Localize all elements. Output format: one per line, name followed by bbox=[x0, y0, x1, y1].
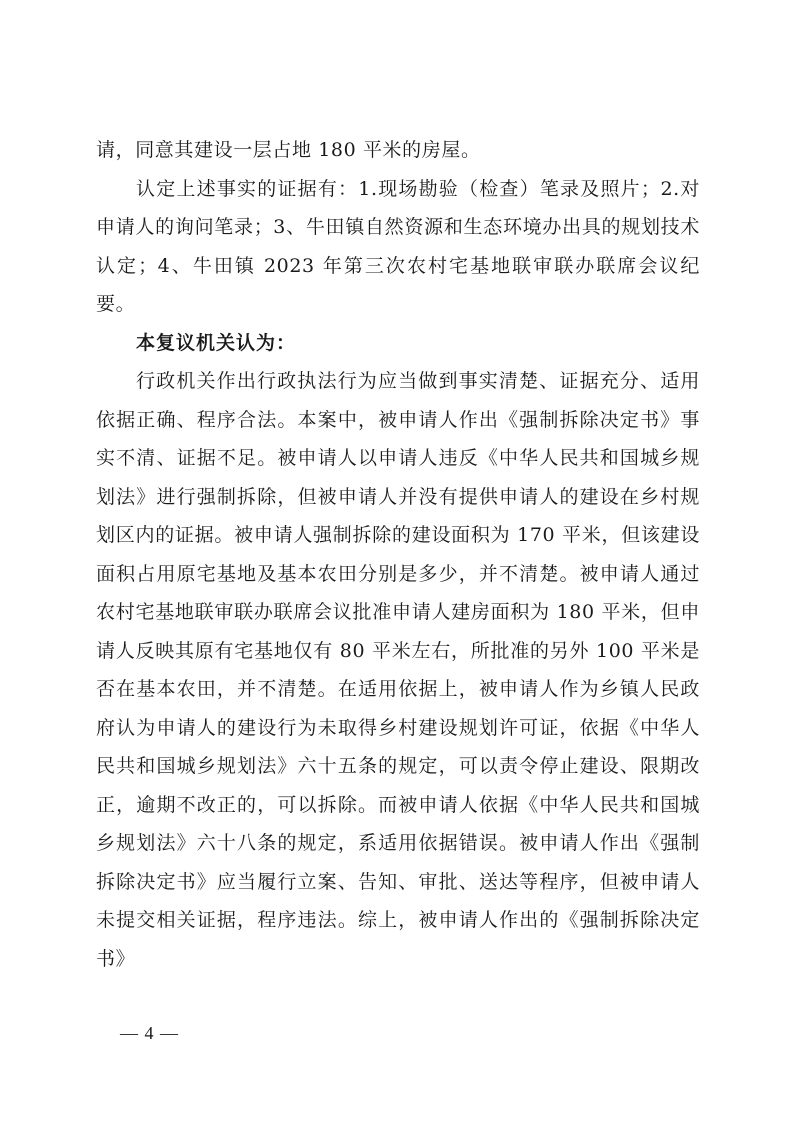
page-number: — 4 — bbox=[120, 1023, 179, 1043]
paragraph-evidence: 认定上述事实的证据有：1.现场勘验（检查）笔录及照片；2.对申请人的询问笔录；3、牛田镇自然资源和生态环境办出具的规划技术认定；4、牛田镇 2023 年第三次农村宅基地联审联办联席会议纪要。 bbox=[96, 177, 700, 315]
section-heading: 本复议机关认为： bbox=[136, 331, 297, 354]
paragraph-reasoning: 行政机关作出行政执法行为应当做到事实清楚、证据充分、适用依据正确、程序合法。本案中，被申请人作出《强制拆除决定书》事实不清、证据不足。被申请人以申请人违反《中华人民共和国城乡规划法》进行强制拆除，但被申请人并没有提供申请人的建设在乡村规划区内的证据。被申请人强制拆除的建设面积为 170 平米，但该建设面积占用原宅基地及基本农田分别是多少，并不清楚。被申请人通过农村宅基地联审联办联席会议批准申请人建房面积为 180 平米，但申请人反映其原有宅基地仅有 80 平米左右，所批准的另外 100 平米是否在基本农田，并不清楚。在适用依据上，被申请人作为乡镇人民政府认为申请人的建设行为未取得乡村建设规划许可证，依据《中华人民共和国城乡规划法》六十五条的规定，可以责令停止建设、限期改正，逾期不改正的，可以拆除。而被申请人依据《中华人民共和国城乡规划法》六十八条的规定，系适用依据错误。被申请人作出《强制拆除决定书》应当履行立案、告知、审批、送达等程序，但被申请人未提交相关证据，程序违法。综上，被申请人作出的《强制拆除决定书》 bbox=[96, 370, 700, 970]
paragraph-continuation: 请，同意其建设一层占地 180 平米的房屋。 bbox=[96, 139, 481, 161]
document-body bbox=[96, 131, 700, 978]
